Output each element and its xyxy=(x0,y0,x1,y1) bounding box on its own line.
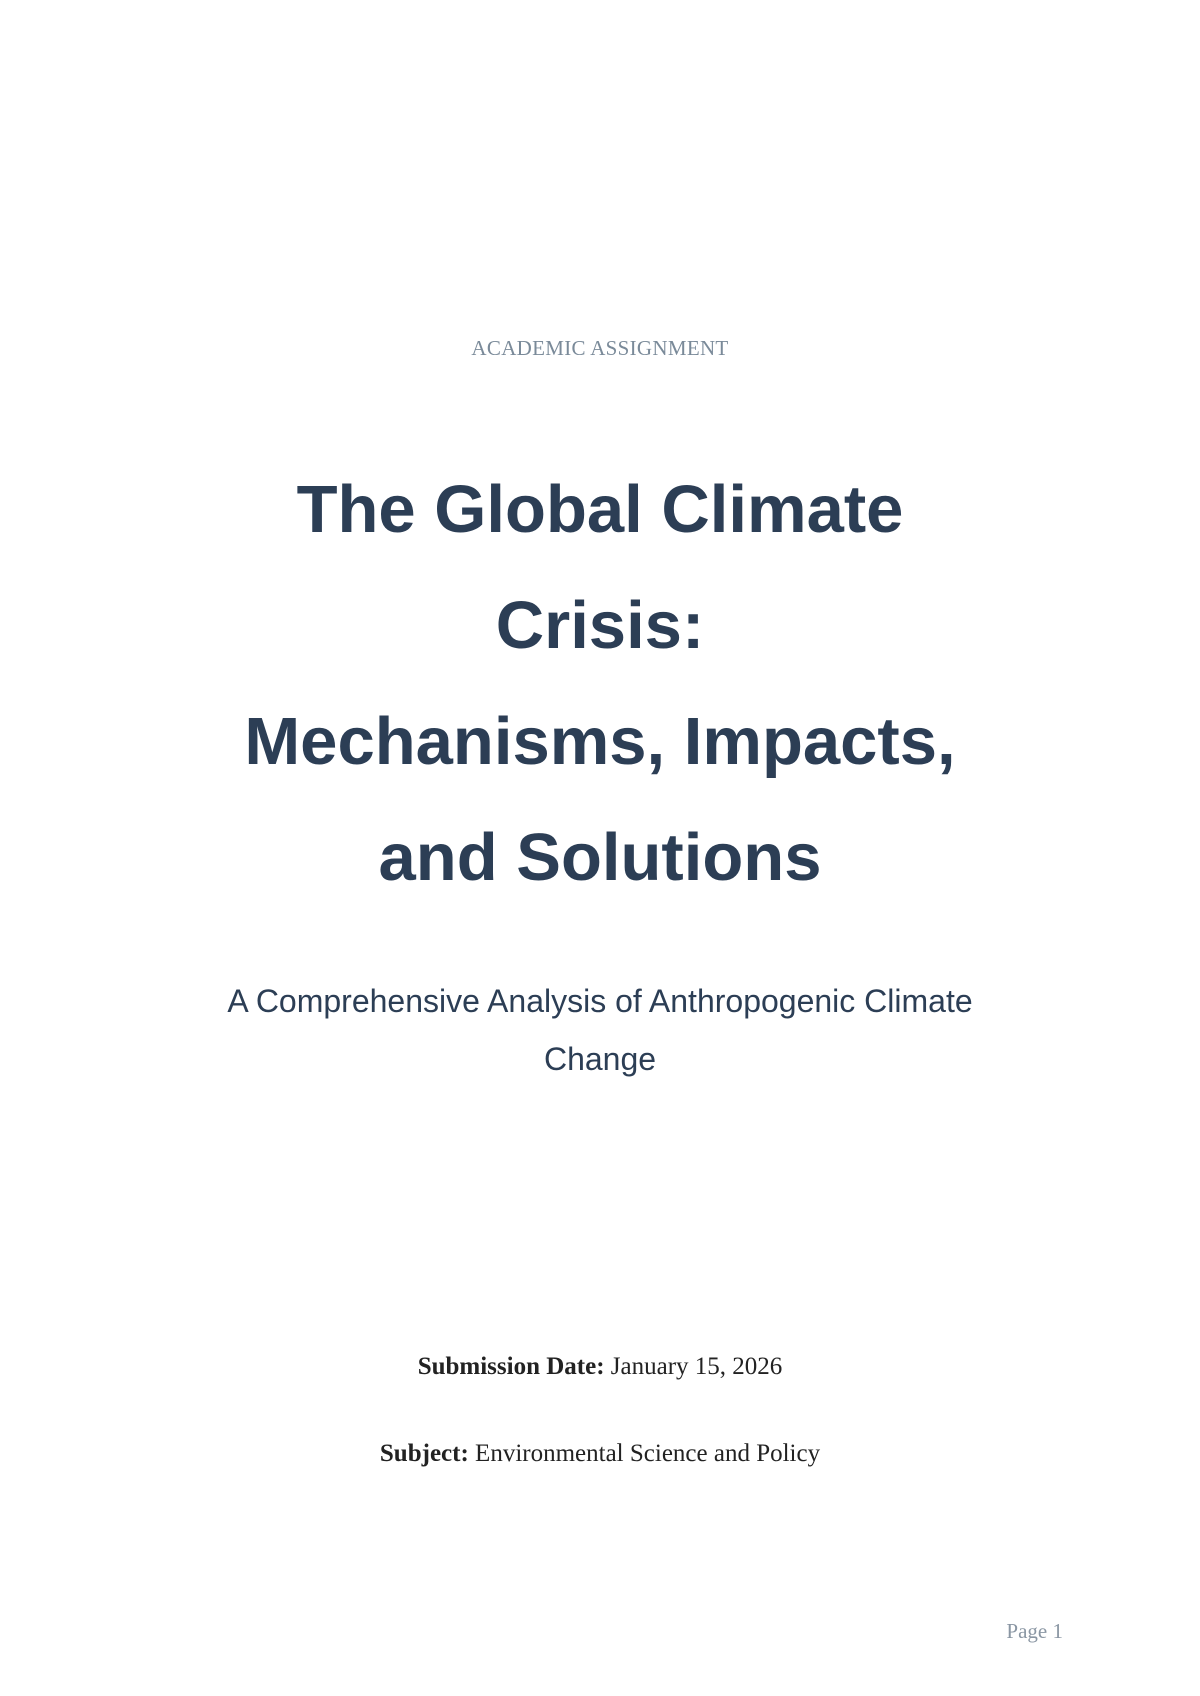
subject-value: Environmental Science and Policy xyxy=(475,1440,821,1467)
title-line: Crisis: xyxy=(495,588,705,663)
subject xyxy=(0,1440,1200,1468)
submission-date-value: January 15, 2026 xyxy=(610,1353,783,1380)
title-line: and Solutions xyxy=(378,820,822,895)
subtitle-line: Change xyxy=(543,1041,657,1077)
document-kicker: ACADEMIC ASSIGNMENT xyxy=(471,336,729,360)
title-line: Mechanisms, Impacts, xyxy=(244,704,956,779)
submission-date-label: Submission Date: xyxy=(417,1353,605,1380)
document-title xyxy=(150,452,1050,916)
subtitle-line: A Comprehensive Analysis of Anthropogenic Climate xyxy=(227,983,973,1019)
subject-label: Subject: xyxy=(379,1440,469,1467)
page-number: Page 1 xyxy=(1006,1619,1063,1643)
title-line: The Global Climate xyxy=(296,472,904,547)
submission-date xyxy=(0,1353,1200,1381)
document-subtitle xyxy=(150,972,1050,1088)
